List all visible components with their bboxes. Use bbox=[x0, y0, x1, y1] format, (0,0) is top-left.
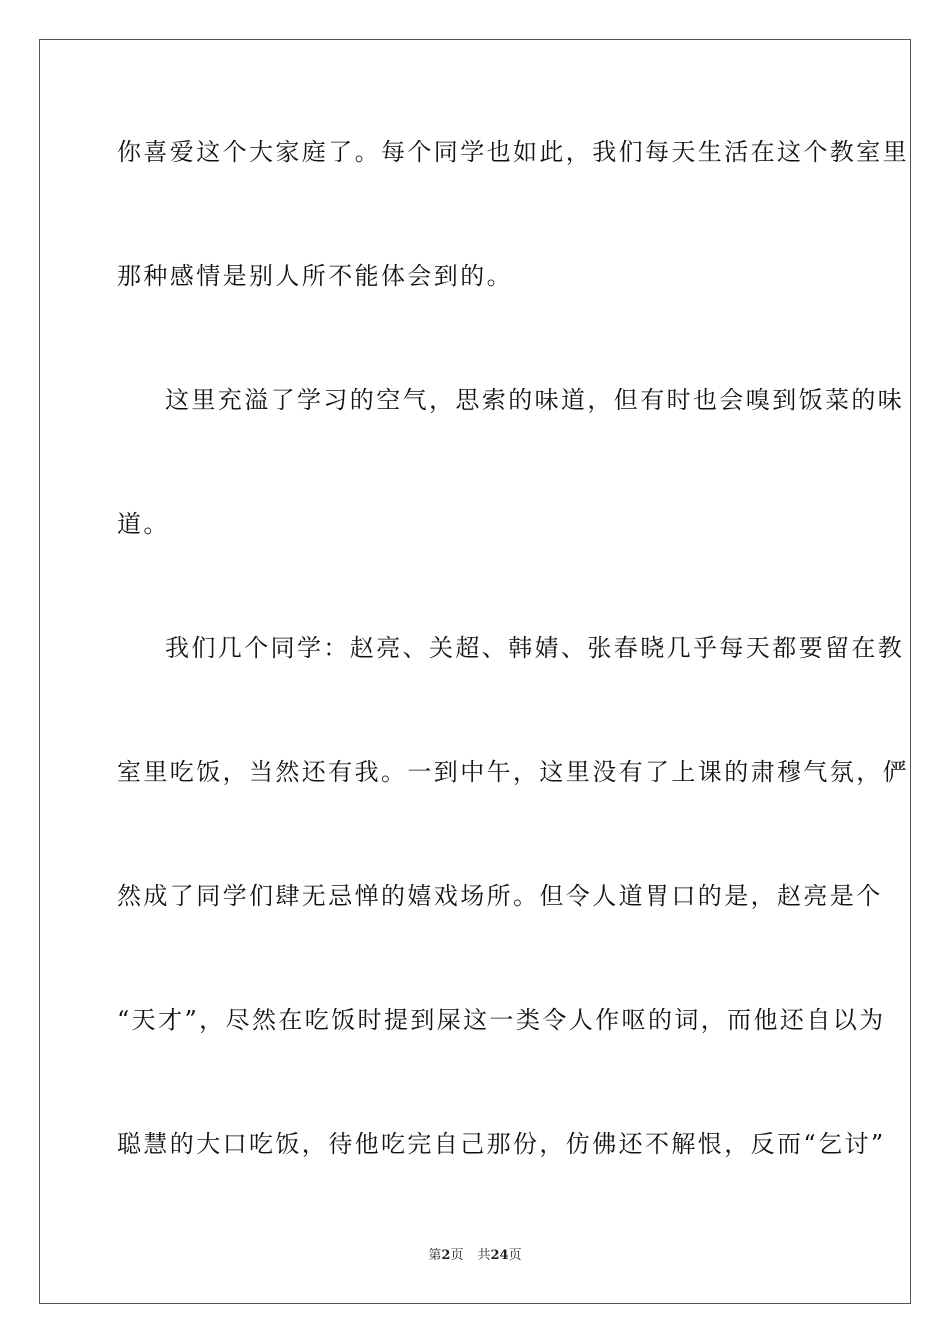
page-number: 2 bbox=[441, 1248, 451, 1263]
page-prefix: 第 bbox=[428, 1248, 442, 1263]
body-line-9: 聪慧的大口吃饭，待他吃完自己那份，仿佛还不解恨，反而“乞讨” bbox=[117, 1130, 886, 1158]
body-line-7: 然成了同学们肆无忌惮的嬉戏场所。但令人道胃口的是，赵亮是个 bbox=[117, 882, 883, 910]
body-line-5: 我们几个同学：赵亮、关超、韩婧、张春晓几乎每天都要留在教 bbox=[165, 634, 905, 662]
body-line-8: “天才”，尽然在吃饭时提到屎这一类令人作呕的词，而他还自以为 bbox=[117, 1006, 886, 1034]
body-line-6: 室里吃饭，当然还有我。一到中午，这里没有了上课的肃穆气氛，俨 bbox=[117, 758, 909, 786]
body-line-4: 道。 bbox=[117, 510, 170, 538]
page-footer bbox=[0, 1247, 950, 1265]
body-line-2: 那种感情是别人所不能体会到的。 bbox=[117, 262, 513, 290]
page-border bbox=[39, 39, 911, 1304]
total-suffix: 页 bbox=[508, 1248, 522, 1263]
body-line-1: 你喜爱这个大家庭了。每个同学也如此，我们每天生活在这个教室里 bbox=[117, 138, 909, 166]
total-pages: 24 bbox=[490, 1248, 509, 1263]
total-prefix: 共 bbox=[477, 1248, 491, 1263]
page-suffix: 页 bbox=[450, 1248, 464, 1263]
body-line-3: 这里充溢了学习的空气，思索的味道，但有时也会嗅到饭菜的味 bbox=[165, 386, 905, 414]
